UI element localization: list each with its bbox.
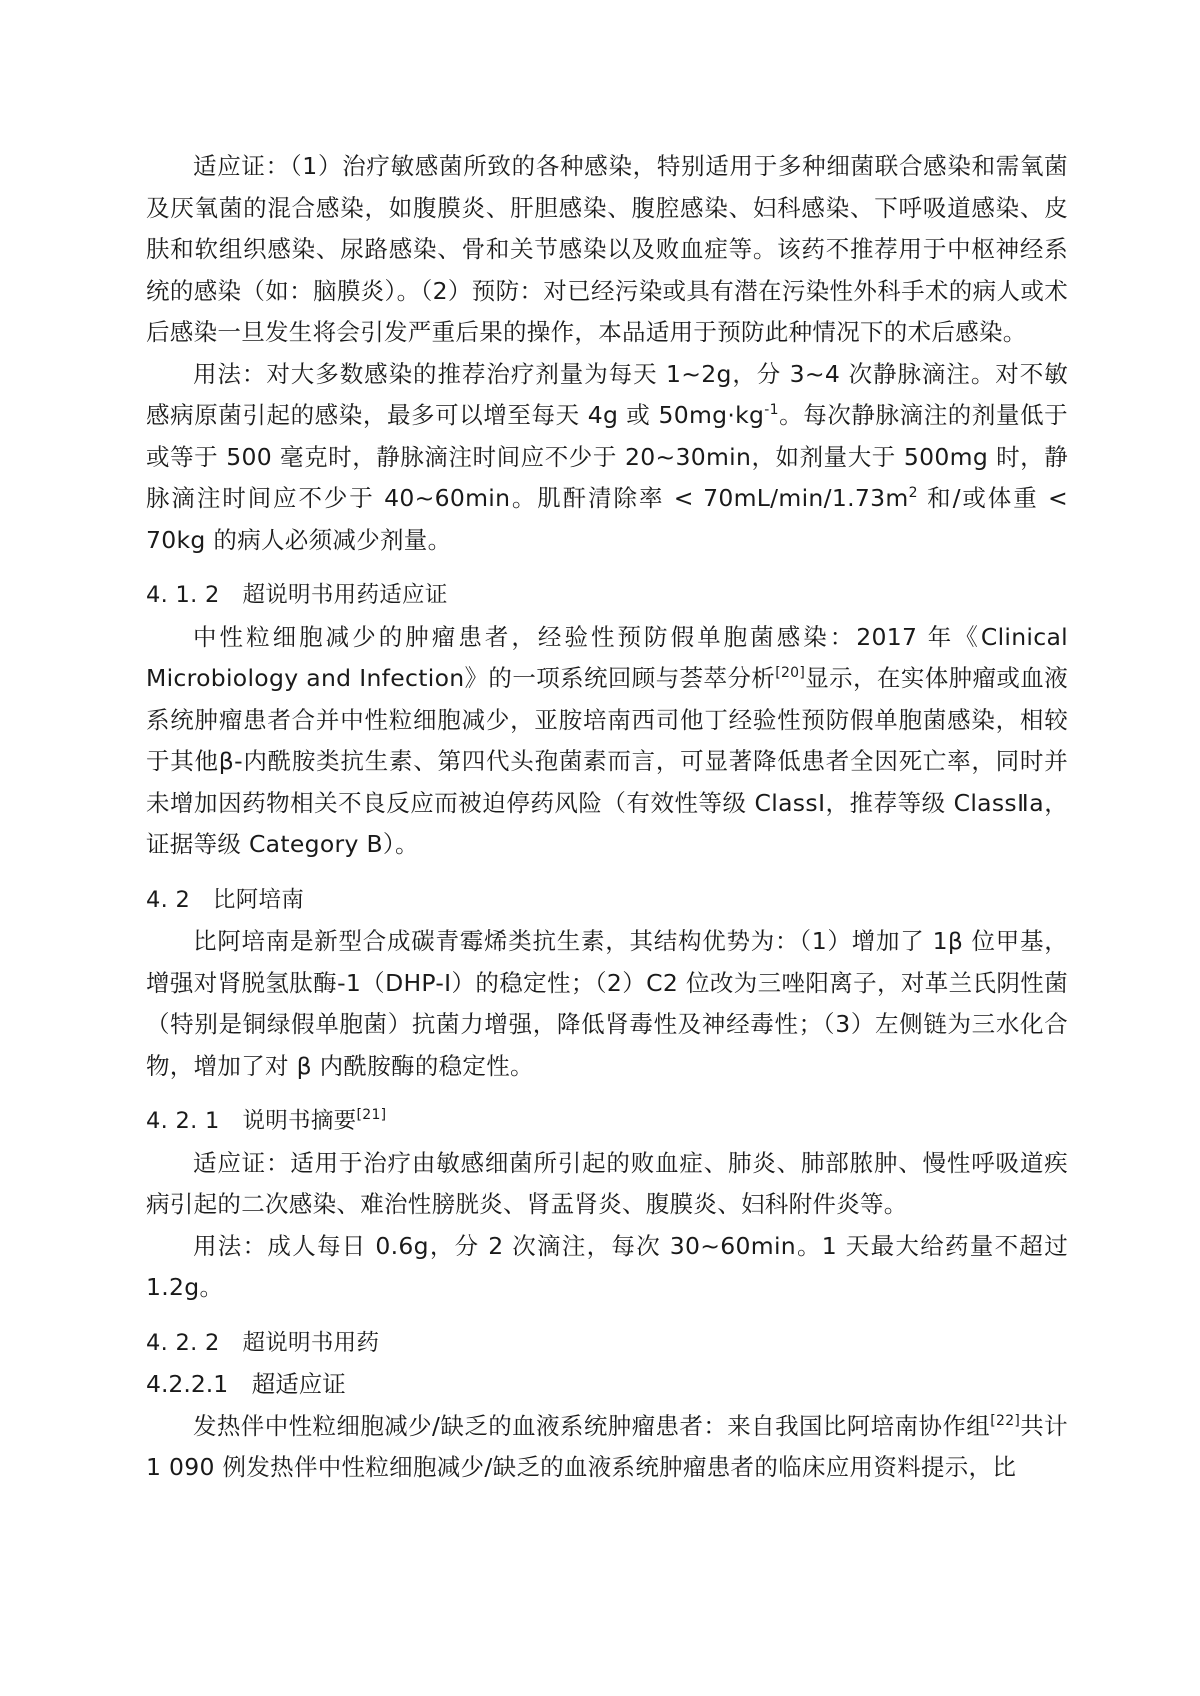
indications-paragraph: 适应证：（1）治疗敏感菌所致的各种感染，特别适用于多种细菌联合感染和需氧菌及厌氧菌的混合感染，如腹膜炎、肝胆感染、腹腔感染、妇科感染、下呼吸道感染、皮肤和软组织感染、尿路感染、骨和关节感染以及败血症等。该药不推荐用于中枢神经系统的感染（如：脑膜炎）。（2）预防：对已经污染或具有潜在污染性外科手术的病人或术后感染一旦发生将会引发严重后果的操作，本品适用于预防此种情况下的术后感染。: [146, 152, 1068, 346]
heading-4-2: 4. 2 比阿培南: [146, 886, 305, 913]
usage-paragraph: [146, 354, 1068, 562]
document-page: [146, 146, 1068, 1489]
citation-20: [20]: [775, 665, 806, 681]
citation-22: [22]: [990, 1412, 1021, 1429]
citation-21: [21]: [356, 1107, 387, 1123]
febrile-paragraph: [146, 1406, 1068, 1489]
heading-4-2-1-text: 4. 2. 1 说明书摘要: [146, 1108, 357, 1134]
heading-4-2-1: [146, 1101, 1068, 1143]
heading-4-2-2-1: 4.2.2.1 超适应证: [146, 1370, 346, 1398]
usage-text-1: 用法：对大多数感染的推荐治疗剂量为每天 1~2g，分 3~4 次静脉滴注。对不敏感病原菌引起的感染，最多可以增至每天 4g 或 50mg·kg: [146, 359, 1068, 429]
biapenem-paragraph: 比阿培南是新型合成碳青霉烯类抗生素，其结构优势为：（1）增加了 1β 位甲基，增强对肾脱氢肽酶-1（DHP-I）的稳定性；（2）C2 位改为三唑阳离子，对革兰氏阴性菌（特别是铜绿假单胞菌）抗菌力增强，降低肾毒性及神经毒性；（3）左侧链为三水化合物，增加了对 β 内酰胺酶的稳定性。: [146, 927, 1068, 1080]
biapenem-indications-paragraph: 适应证：适用于治疗由敏感细菌所引起的败血症、肺炎、肺部脓肿、慢性呼吸道疾病引起的二次感染、难治性膀胱炎、肾盂肾炎、腹膜炎、妇科附件炎等。: [146, 1148, 1068, 1218]
usage-text-3: 和/或体重 < 70kg 的病人必须减少剂量。: [146, 484, 1068, 554]
offlabel-text-1: 中性粒细胞减少的肿瘤患者，经验性预防假单胞菌感染：2017 年《Clinical Microbiology and Infection》的一项系统回顾与荟萃分析: [146, 622, 1068, 692]
febrile-text-1: 发热伴中性粒细胞减少/缺乏的血液系统肿瘤患者：来自我国比阿培南协作组: [193, 1411, 991, 1440]
febrile-text-2: 共计 1 090 例发热伴中性粒细胞减少/缺乏的血液系统肿瘤患者的临床应用资料提示，比: [146, 1411, 1068, 1481]
heading-4-2-2: 4. 2. 2 超说明书用药: [146, 1329, 380, 1356]
offlabel-text-2: 显示，在实体肿瘤或血液系统肿瘤患者合并中性粒细胞减少，亚胺培南西司他丁经验性预防假单胞菌感染，相较于其他β-内酰胺类抗生素、第四代头孢菌素而言，可显著降低患者全因死亡率，同时并未增加因药物相关不良反应而被迫停药风险（有效性等级 ClassⅠ，推荐等级 ClassⅡa，证据等级 Category B）。: [146, 664, 1068, 858]
usage-superscript-1: -1: [764, 402, 779, 418]
offlabel-paragraph: [146, 617, 1068, 866]
usage-text-2: 。每次静脉滴注的剂量低于或等于 500 毫克时，静脉滴注时间应不少于 20~30min，如剂量大于 500mg 时，静脉滴注时间应不少于 40~60min。肌酐清除率 < 70mL/min/1.73m: [146, 401, 1068, 512]
usage-superscript-2: 2: [908, 485, 918, 501]
biapenem-usage-paragraph: 用法：成人每日 0.6g，分 2 次滴注，每次 30~60min。1 天最大给药量不超过 1.2g。: [146, 1231, 1068, 1301]
heading-4-1-2: 4. 1. 2 超说明书用药适应证: [146, 582, 448, 608]
